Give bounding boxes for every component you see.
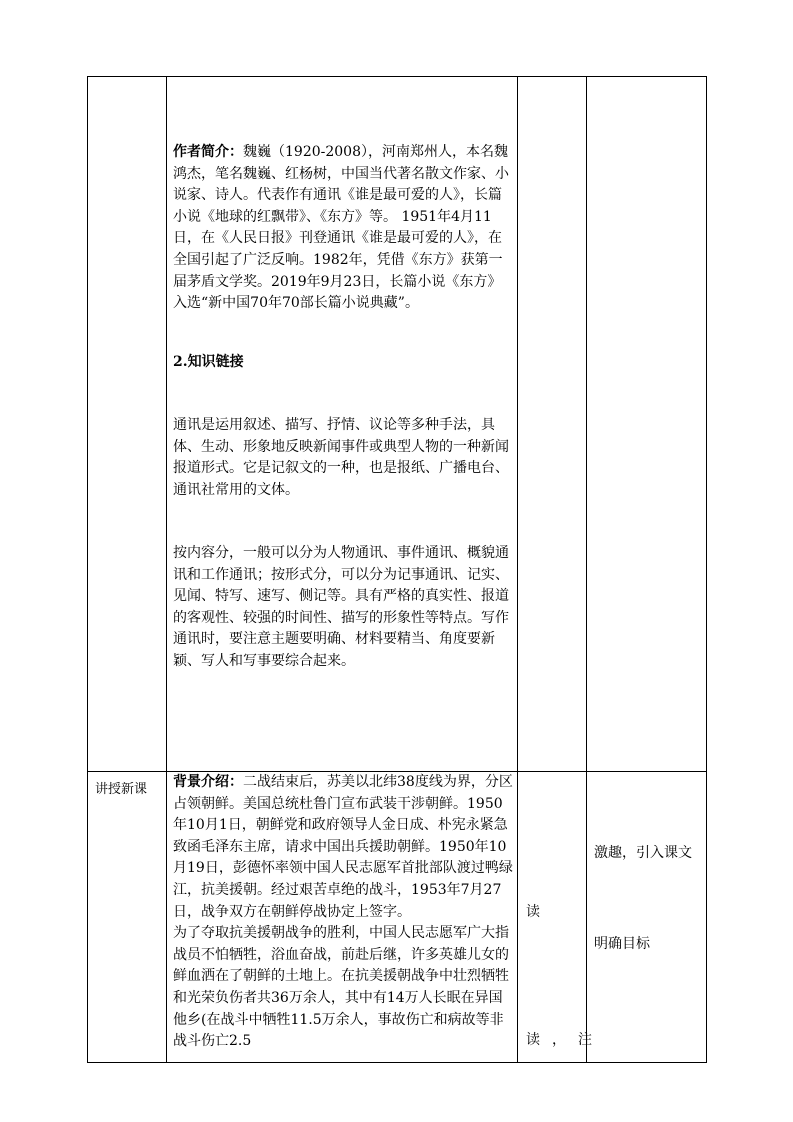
background-label: 背景介绍： [173, 774, 243, 790]
student-read-c: 注 [578, 1032, 592, 1048]
table-border-col1 [166, 76, 167, 1063]
student-read-a: 读 [526, 1032, 540, 1048]
author-intro-label: 作者简介： [173, 144, 243, 160]
table-border-right [706, 76, 707, 1063]
background-text: 二战结束后，苏美以北纬38度线为界，分区占领朝鲜。美国总统杜鲁门宣布武装干涉朝鲜。1950年10月1日，朝鲜党和政府领导人金日成、朴宪永紧急致函毛泽东主席，请求中国出兵援助朝鲜。1950年10月19日，彭德怀率领中国人民志愿军首批部队渡过鸭绿江，抗美援朝。经过艰苦卓绝的战斗，1953年7月27日，战争双方在朝鲜停战协定上签字。 [173, 774, 513, 920]
author-intro [173, 142, 513, 315]
knowledge-title: 2.知识链接 [173, 354, 244, 370]
table-border-left [87, 76, 88, 1063]
table-border-bottom [87, 1062, 707, 1063]
knowledge-paragraph-1: 通讯是运用叙述、描写、抒情、议论等多种手法，具体、生动、形象地反映新闻事件或典型人物的一种新闻报道形式。它是记叙文的一种，也是报纸、广播电台、通讯社常用的文体。 [173, 417, 509, 498]
student-activity-read-note [526, 1030, 592, 1052]
table-border-col2 [517, 76, 518, 1063]
background-block [173, 772, 513, 1053]
knowledge-paragraph-2: 按内容分，一般可以分为人物通讯、事件通讯、概貌通讯和工作通讯；按形式分，可以分为记事通讯、记实、见闻、特写、速写、侧记等。具有严格的真实性、报道的客观性、较强的时间性、描写的形象性等特点。写作通讯时，要注意主题要明确、材料要精当、角度要新颖、写人和写事要综合起来。 [173, 545, 509, 669]
design-intent-2: 明确目标 [594, 936, 650, 952]
table-border-top [87, 76, 707, 77]
student-activity-read: 读 [526, 904, 540, 920]
lesson-phase-label: 讲授新课 [95, 782, 148, 797]
background-text-2: 为了夺取抗美援朝战争的胜利，中国人民志愿军广大指战员不怕牺牲，浴血奋战，前赴后继，许多英雄儿女的鲜血洒在了朝鲜的土地上。在抗美援朝战争中壮烈牺牲和光荣负伤者共36万余人，其中有14万人长眠在异国他乡(在战斗中牺牲11.5万余人，事故伤亡和病故等非战斗伤亡2.5 [173, 925, 509, 1050]
design-intent-1: 激趣，引入课文 [594, 845, 692, 861]
table-border-col3 [586, 76, 587, 1063]
author-intro-text: 魏巍（1920-2008），河南郑州人，本名魏鸿杰，笔名魏巍、红杨树，中国当代著名散文作家、小说家、诗人。代表作有通讯《谁是最可爱的人》，长篇小说《地球的红飘带》、《东方》等。 1951年4月11日，在《人民日报》刊登通讯《谁是最可爱的人》，在全国引起了广泛反响。1982年，凭借《东方》获第一届茅盾文学奖。2019年9月23日，长篇小说《东方》入选“新中国70年70部长篇小说典藏”。 [173, 144, 509, 312]
student-read-b: ， [552, 1032, 566, 1048]
